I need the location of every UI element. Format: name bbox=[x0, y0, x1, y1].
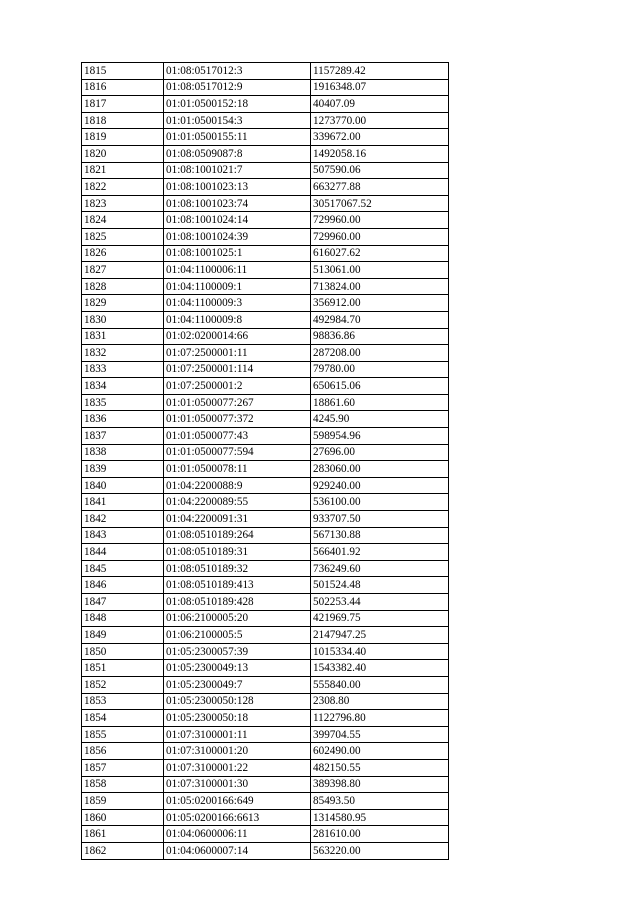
table-row bbox=[82, 444, 449, 461]
value-cell: 566401.92 bbox=[311, 544, 449, 561]
row-number-cell: 1831 bbox=[82, 328, 164, 345]
value-cell: 729960.00 bbox=[311, 228, 449, 245]
row-number-cell: 1843 bbox=[82, 527, 164, 544]
value-cell: 501524.48 bbox=[311, 577, 449, 594]
table-row bbox=[82, 793, 449, 810]
table-row bbox=[82, 660, 449, 677]
row-number-cell: 1827 bbox=[82, 262, 164, 279]
row-number-cell: 1840 bbox=[82, 477, 164, 494]
cadastral-number-cell: 01:08:0509087:8 bbox=[164, 145, 311, 162]
cadastral-number-cell: 01:04:1100006:11 bbox=[164, 262, 311, 279]
value-cell: 602490.00 bbox=[311, 743, 449, 760]
value-cell: 563220.00 bbox=[311, 842, 449, 859]
cadastral-number-cell: 01:08:0510189:32 bbox=[164, 560, 311, 577]
table-row bbox=[82, 726, 449, 743]
value-cell: 536100.00 bbox=[311, 494, 449, 511]
value-cell: 85493.50 bbox=[311, 793, 449, 810]
table-row bbox=[82, 278, 449, 295]
table-row bbox=[82, 693, 449, 710]
cadastral-number-cell: 01:05:2300057:39 bbox=[164, 643, 311, 660]
table-row bbox=[82, 577, 449, 594]
table-row bbox=[82, 311, 449, 328]
row-number-cell: 1819 bbox=[82, 129, 164, 146]
row-number-cell: 1829 bbox=[82, 295, 164, 312]
row-number-cell: 1861 bbox=[82, 826, 164, 843]
row-number-cell: 1821 bbox=[82, 162, 164, 179]
table-body bbox=[82, 63, 449, 860]
table-row bbox=[82, 809, 449, 826]
cadastral-number-cell: 01:05:2300050:18 bbox=[164, 710, 311, 727]
cadastral-number-cell: 01:06:2100005:20 bbox=[164, 610, 311, 627]
table-row bbox=[82, 560, 449, 577]
table-row bbox=[82, 627, 449, 644]
table-row bbox=[82, 262, 449, 279]
value-cell: 339672.00 bbox=[311, 129, 449, 146]
row-number-cell: 1823 bbox=[82, 195, 164, 212]
value-cell: 356912.00 bbox=[311, 295, 449, 312]
row-number-cell: 1847 bbox=[82, 594, 164, 611]
value-cell: 507590.06 bbox=[311, 162, 449, 179]
value-cell: 1157289.42 bbox=[311, 63, 449, 80]
cadastral-number-cell: 01:08:0517012:9 bbox=[164, 79, 311, 96]
cadastral-number-cell: 01:01:0500154:3 bbox=[164, 112, 311, 129]
table-row bbox=[82, 842, 449, 859]
row-number-cell: 1820 bbox=[82, 145, 164, 162]
value-cell: 399704.55 bbox=[311, 726, 449, 743]
cadastral-number-cell: 01:07:2500001:114 bbox=[164, 361, 311, 378]
table-row bbox=[82, 743, 449, 760]
table-row bbox=[82, 228, 449, 245]
row-number-cell: 1862 bbox=[82, 842, 164, 859]
cadastral-number-cell: 01:04:0600006:11 bbox=[164, 826, 311, 843]
value-cell: 736249.60 bbox=[311, 560, 449, 577]
table-row bbox=[82, 345, 449, 362]
data-table bbox=[81, 62, 449, 860]
table-row bbox=[82, 129, 449, 146]
table-row bbox=[82, 527, 449, 544]
cadastral-number-cell: 01:02:0200014:66 bbox=[164, 328, 311, 345]
cadastral-number-cell: 01:01:0500077:267 bbox=[164, 394, 311, 411]
cadastral-number-cell: 01:05:0200166:649 bbox=[164, 793, 311, 810]
value-cell: 2308.80 bbox=[311, 693, 449, 710]
value-cell: 513061.00 bbox=[311, 262, 449, 279]
table-row bbox=[82, 179, 449, 196]
value-cell: 40407.09 bbox=[311, 96, 449, 113]
value-cell: 1314580.95 bbox=[311, 809, 449, 826]
cadastral-number-cell: 01:08:0510189:264 bbox=[164, 527, 311, 544]
value-cell: 729960.00 bbox=[311, 212, 449, 229]
table-row bbox=[82, 610, 449, 627]
cadastral-number-cell: 01:01:0500155:11 bbox=[164, 129, 311, 146]
value-cell: 555840.00 bbox=[311, 676, 449, 693]
table-row bbox=[82, 112, 449, 129]
row-number-cell: 1855 bbox=[82, 726, 164, 743]
value-cell: 1492058.16 bbox=[311, 145, 449, 162]
value-cell: 4245.90 bbox=[311, 411, 449, 428]
value-cell: 616027.62 bbox=[311, 245, 449, 262]
row-number-cell: 1852 bbox=[82, 676, 164, 693]
row-number-cell: 1857 bbox=[82, 759, 164, 776]
cadastral-number-cell: 01:07:2500001:11 bbox=[164, 345, 311, 362]
cadastral-number-cell: 01:01:0500078:11 bbox=[164, 461, 311, 478]
row-number-cell: 1850 bbox=[82, 643, 164, 660]
row-number-cell: 1828 bbox=[82, 278, 164, 295]
row-number-cell: 1825 bbox=[82, 228, 164, 245]
value-cell: 2147947.25 bbox=[311, 627, 449, 644]
table-row bbox=[82, 411, 449, 428]
row-number-cell: 1859 bbox=[82, 793, 164, 810]
cadastral-number-cell: 01:08:1001023:13 bbox=[164, 179, 311, 196]
cadastral-number-cell: 01:07:2500001:2 bbox=[164, 378, 311, 395]
table-row bbox=[82, 195, 449, 212]
row-number-cell: 1830 bbox=[82, 311, 164, 328]
value-cell: 1916348.07 bbox=[311, 79, 449, 96]
value-cell: 650615.06 bbox=[311, 378, 449, 395]
row-number-cell: 1860 bbox=[82, 809, 164, 826]
value-cell: 567130.88 bbox=[311, 527, 449, 544]
row-number-cell: 1858 bbox=[82, 776, 164, 793]
row-number-cell: 1848 bbox=[82, 610, 164, 627]
row-number-cell: 1833 bbox=[82, 361, 164, 378]
cadastral-number-cell: 01:05:2300049:7 bbox=[164, 676, 311, 693]
table-row bbox=[82, 643, 449, 660]
cadastral-number-cell: 01:04:0600007:14 bbox=[164, 842, 311, 859]
cadastral-number-cell: 01:07:3100001:22 bbox=[164, 759, 311, 776]
row-number-cell: 1856 bbox=[82, 743, 164, 760]
table-row bbox=[82, 461, 449, 478]
value-cell: 18861.60 bbox=[311, 394, 449, 411]
row-number-cell: 1853 bbox=[82, 693, 164, 710]
value-cell: 1543382.40 bbox=[311, 660, 449, 677]
value-cell: 929240.00 bbox=[311, 477, 449, 494]
value-cell: 287208.00 bbox=[311, 345, 449, 362]
value-cell: 389398.80 bbox=[311, 776, 449, 793]
cadastral-number-cell: 01:04:2200088:9 bbox=[164, 477, 311, 494]
value-cell: 1015334.40 bbox=[311, 643, 449, 660]
cadastral-number-cell: 01:01:0500077:43 bbox=[164, 428, 311, 445]
row-number-cell: 1838 bbox=[82, 444, 164, 461]
cadastral-number-cell: 01:06:2100005:5 bbox=[164, 627, 311, 644]
table-row bbox=[82, 245, 449, 262]
row-number-cell: 1815 bbox=[82, 63, 164, 80]
cadastral-number-cell: 01:07:3100001:30 bbox=[164, 776, 311, 793]
table-row bbox=[82, 710, 449, 727]
cadastral-number-cell: 01:04:1100009:1 bbox=[164, 278, 311, 295]
table-row bbox=[82, 79, 449, 96]
row-number-cell: 1826 bbox=[82, 245, 164, 262]
value-cell: 98836.86 bbox=[311, 328, 449, 345]
cadastral-number-cell: 01:01:0500077:372 bbox=[164, 411, 311, 428]
row-number-cell: 1822 bbox=[82, 179, 164, 196]
table-row bbox=[82, 776, 449, 793]
table-row bbox=[82, 494, 449, 511]
cadastral-number-cell: 01:05:2300050:128 bbox=[164, 693, 311, 710]
table-row bbox=[82, 63, 449, 80]
row-number-cell: 1849 bbox=[82, 627, 164, 644]
cadastral-number-cell: 01:08:0510189:428 bbox=[164, 594, 311, 611]
cadastral-number-cell: 01:01:0500152:18 bbox=[164, 96, 311, 113]
row-number-cell: 1844 bbox=[82, 544, 164, 561]
cadastral-number-cell: 01:07:3100001:11 bbox=[164, 726, 311, 743]
table-row bbox=[82, 328, 449, 345]
value-cell: 1122796.80 bbox=[311, 710, 449, 727]
cadastral-number-cell: 01:05:0200166:6613 bbox=[164, 809, 311, 826]
row-number-cell: 1845 bbox=[82, 560, 164, 577]
value-cell: 933707.50 bbox=[311, 511, 449, 528]
row-number-cell: 1832 bbox=[82, 345, 164, 362]
value-cell: 30517067.52 bbox=[311, 195, 449, 212]
value-cell: 79780.00 bbox=[311, 361, 449, 378]
value-cell: 713824.00 bbox=[311, 278, 449, 295]
cadastral-number-cell: 01:08:1001021:7 bbox=[164, 162, 311, 179]
row-number-cell: 1816 bbox=[82, 79, 164, 96]
value-cell: 663277.88 bbox=[311, 179, 449, 196]
table-row bbox=[82, 676, 449, 693]
cadastral-number-cell: 01:04:2200089:55 bbox=[164, 494, 311, 511]
value-cell: 1273770.00 bbox=[311, 112, 449, 129]
table-row bbox=[82, 145, 449, 162]
cadastral-number-cell: 01:07:3100001:20 bbox=[164, 743, 311, 760]
row-number-cell: 1837 bbox=[82, 428, 164, 445]
cadastral-number-cell: 01:04:1100009:3 bbox=[164, 295, 311, 312]
table-row bbox=[82, 544, 449, 561]
table-row bbox=[82, 96, 449, 113]
value-cell: 492984.70 bbox=[311, 311, 449, 328]
row-number-cell: 1846 bbox=[82, 577, 164, 594]
table-row bbox=[82, 295, 449, 312]
row-number-cell: 1842 bbox=[82, 511, 164, 528]
cadastral-number-cell: 01:08:1001025:1 bbox=[164, 245, 311, 262]
value-cell: 502253.44 bbox=[311, 594, 449, 611]
row-number-cell: 1854 bbox=[82, 710, 164, 727]
table-row bbox=[82, 162, 449, 179]
cadastral-number-cell: 01:08:0510189:31 bbox=[164, 544, 311, 561]
table-row bbox=[82, 477, 449, 494]
table-row bbox=[82, 428, 449, 445]
value-cell: 598954.96 bbox=[311, 428, 449, 445]
row-number-cell: 1839 bbox=[82, 461, 164, 478]
cadastral-number-cell: 01:04:2200091:31 bbox=[164, 511, 311, 528]
cadastral-number-cell: 01:04:1100009:8 bbox=[164, 311, 311, 328]
table-row bbox=[82, 361, 449, 378]
row-number-cell: 1851 bbox=[82, 660, 164, 677]
cadastral-number-cell: 01:08:0517012:3 bbox=[164, 63, 311, 80]
cadastral-number-cell: 01:01:0500077:594 bbox=[164, 444, 311, 461]
table-row bbox=[82, 394, 449, 411]
value-cell: 482150.55 bbox=[311, 759, 449, 776]
table-row bbox=[82, 826, 449, 843]
row-number-cell: 1818 bbox=[82, 112, 164, 129]
value-cell: 421969.75 bbox=[311, 610, 449, 627]
table-row bbox=[82, 759, 449, 776]
cadastral-number-cell: 01:08:0510189:413 bbox=[164, 577, 311, 594]
value-cell: 27696.00 bbox=[311, 444, 449, 461]
row-number-cell: 1835 bbox=[82, 394, 164, 411]
value-cell: 283060.00 bbox=[311, 461, 449, 478]
row-number-cell: 1836 bbox=[82, 411, 164, 428]
table-row bbox=[82, 594, 449, 611]
cadastral-number-cell: 01:08:1001024:14 bbox=[164, 212, 311, 229]
row-number-cell: 1834 bbox=[82, 378, 164, 395]
cadastral-number-cell: 01:08:1001024:39 bbox=[164, 228, 311, 245]
cadastral-number-cell: 01:08:1001023:74 bbox=[164, 195, 311, 212]
row-number-cell: 1824 bbox=[82, 212, 164, 229]
table-row bbox=[82, 511, 449, 528]
table-row bbox=[82, 212, 449, 229]
table-row bbox=[82, 378, 449, 395]
row-number-cell: 1817 bbox=[82, 96, 164, 113]
value-cell: 281610.00 bbox=[311, 826, 449, 843]
row-number-cell: 1841 bbox=[82, 494, 164, 511]
cadastral-number-cell: 01:05:2300049:13 bbox=[164, 660, 311, 677]
